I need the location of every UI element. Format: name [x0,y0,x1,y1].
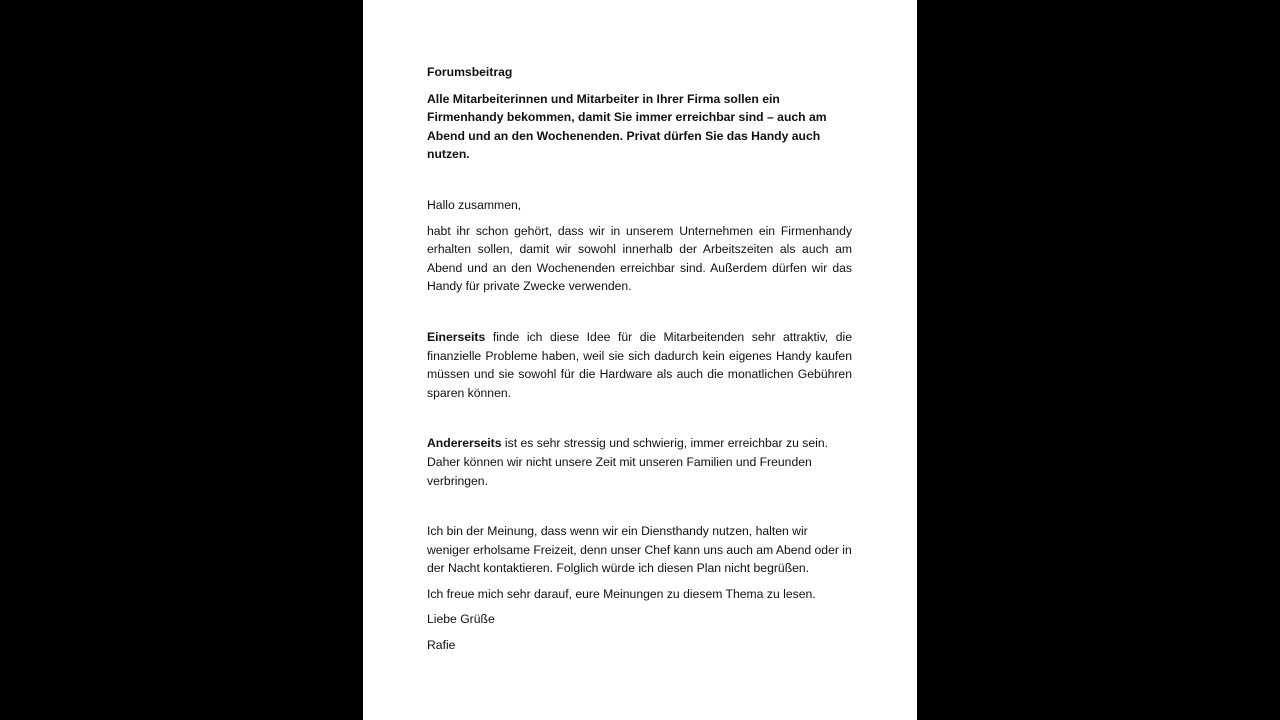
argument-one-text: finde ich diese Idee für die Mitarbeitenden sehr attraktiv, die finanzielle Probleme haben, weil sie sich dadurch kein eigenes Handy kaufen müssen und sie sowohl für die Hardware als auch die monatlichen Gebühren sparen können. [427,329,852,400]
regards-line: Liebe Grüße [427,612,495,627]
closing-line: Ich freue mich sehr darauf, eure Meinungen zu diesem Thema zu lesen. [427,586,816,601]
signature: Rafie [427,638,456,653]
greeting: Hallo zusammen, [427,197,522,212]
intro-paragraph: habt ihr schon gehört, dass wir in unserem Unternehmen ein Firmenhandy erhalten sollen, damit wir sowohl innerhalb der Arbeitszeiten als auch am Abend und an den Wochenenden erreichbar sind. Außerdem dürfen wir das Handy für private Zwecke verwenden. [427,223,852,294]
argument-paragraph-one [427,328,852,402]
document-content [427,63,852,655]
argument-two-lead: Andererseits [427,436,502,451]
argument-paragraph-two [427,434,852,490]
document-title: Forumsbeitrag [427,65,513,79]
argument-two-text: ist es sehr stressig und schwierig, immer erreichbar zu sein. Daher können wir nicht unsere Zeit mit unseren Familien und Freunden verbringen. [427,436,828,488]
task-prompt: Alle Mitarbeiterinnen und Mitarbeiter in Ihrer Firma sollen ein Firmenhandy bekommen, damit Sie immer erreichbar sind – auch am Abend und an den Wochenenden. Privat dürfen Sie das Handy auch nutzen. [427,91,827,162]
document-page [363,0,917,720]
opinion-paragraph: Ich bin der Meinung, dass wenn wir ein Diensthandy nutzen, halten wir weniger erholsame Freizeit, denn unser Chef kann uns auch am Abend oder in der Nacht kontaktieren. Folglich würde ich diesen Plan nicht begrüßen. [427,524,852,576]
argument-one-lead: Einerseits [427,329,486,344]
